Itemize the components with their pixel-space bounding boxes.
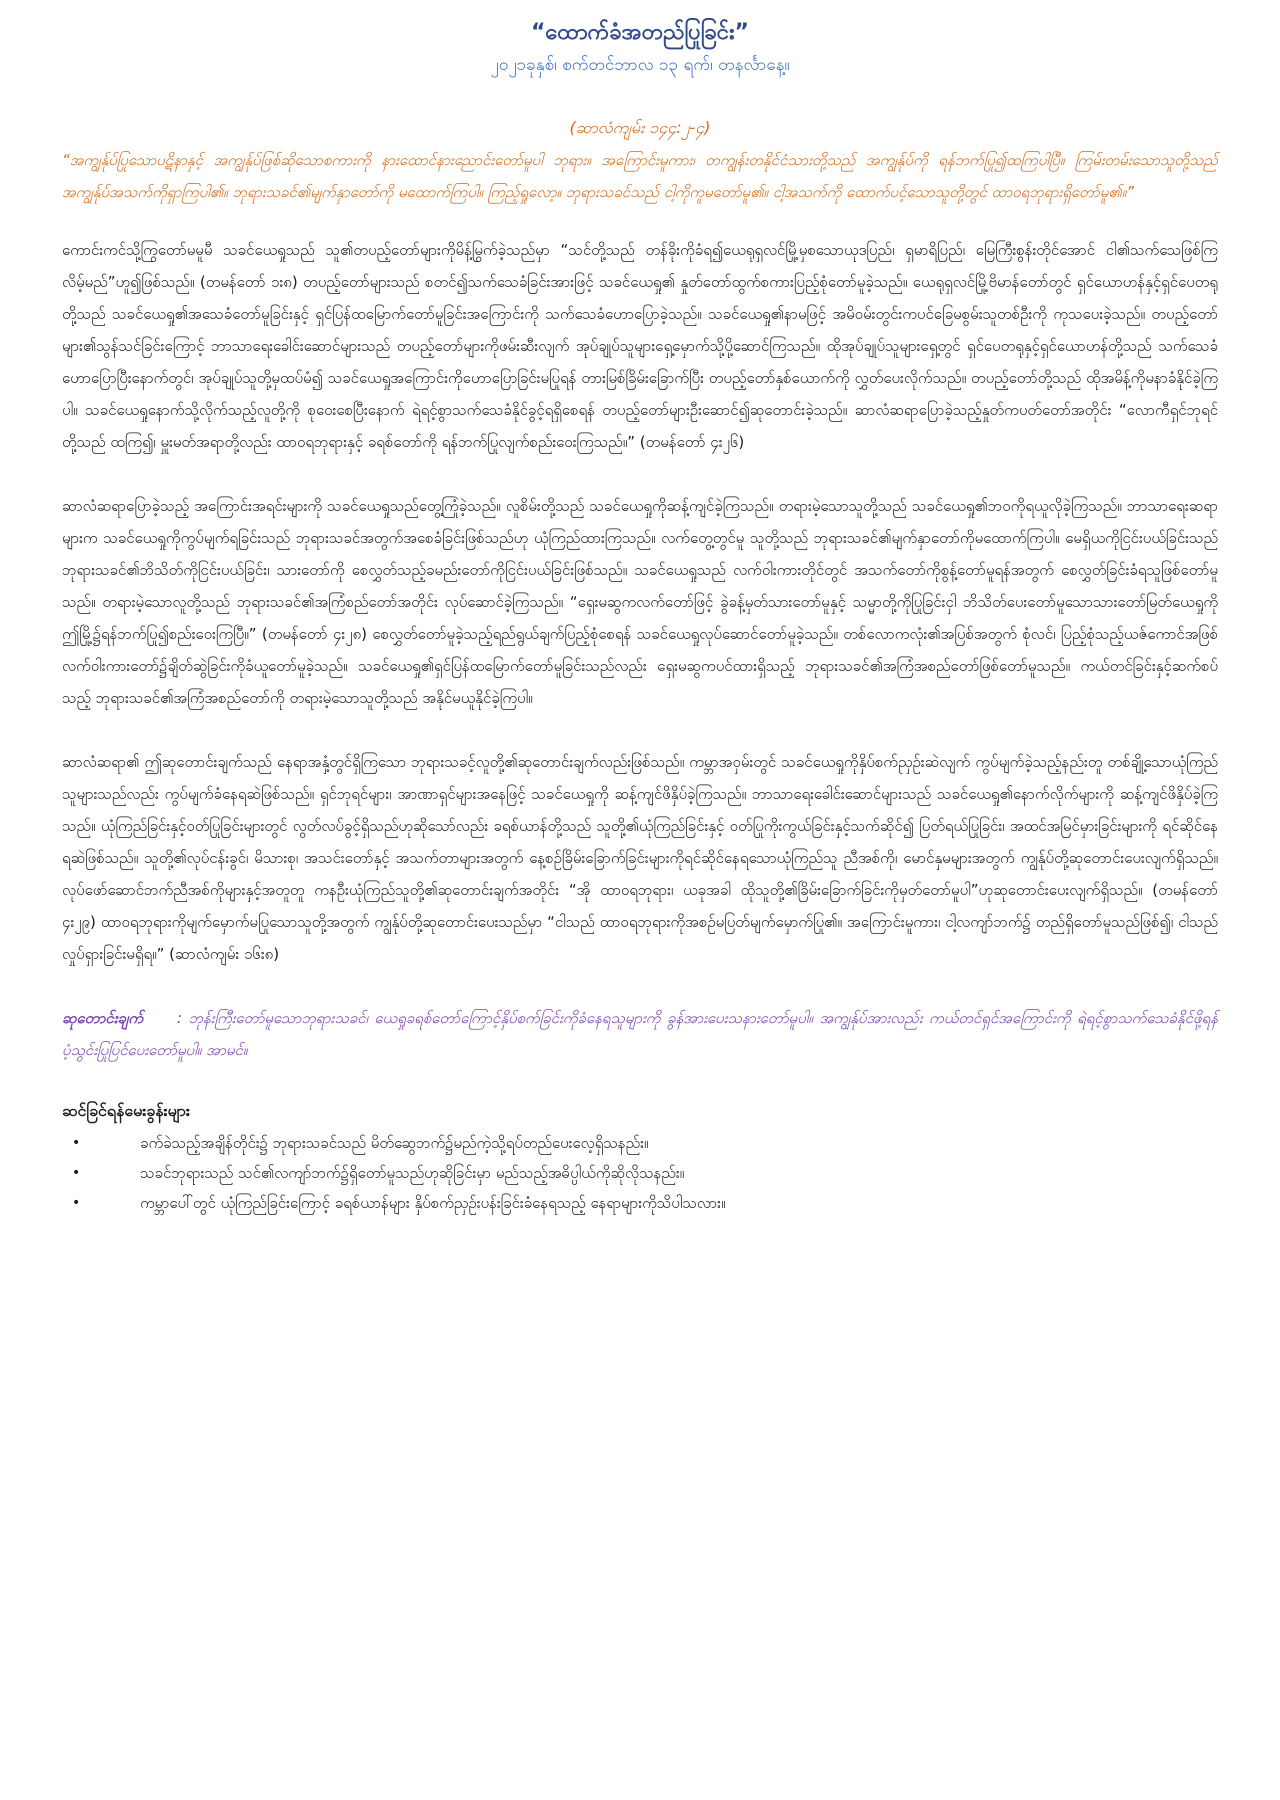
questions-heading: ဆင်ခြင်ရန်မေးခွန်းများ [62, 1101, 190, 1120]
scripture-quote: “အကျွန်ုပ်ပြုသောပဋိနာနှင့် အကျွန်ုပ်ဖြစ်ဆိုသောစကားကို နားထောင်နားညောင်းတော်မူပါ ဘုရား။ အကြောင်းမူကား၊ တကျွန်းတနိုင်ငံသားတို့သည် အကျွန်ုပ်ကို ရန်ဘက်ပြု၍ထကြပါပြီ။ ကြမ်းတမ်းသောသူတို့သည် အကျွန်ုပ်အသက်ကိုရှာကြပါ၏။ ဘုရားသခင်၏မျက်နှာတော်ကို မထောက်ကြပါ။ ကြည့်ရှုလော့။ ဘုရားသခင်သည် ငါ့ကိုကူမတော်မူ၏။ ငါ့အသက်ကို ထောက်ပင့်သောသူတို့တွင် ထာဝရဘုရားရှိတော်မူ၏။” [62, 151, 1218, 201]
question-text: သခင်ဘုရားသည် သင်၏လကျာ်ဘက်၌ရှိတော်မူသည်ဟုဆိုခြင်းမှာ မည်သည့်အဓိပ္ပါယ်ကိုဆိုလိုသနည်း။ [140, 1164, 685, 1182]
list-item [72, 1128, 1218, 1158]
prayer-block [62, 1002, 1218, 1066]
page-date: ၂၀၂၁ခုနှစ်၊ စက်တင်ဘာလ ၁၃ ရက်၊ တနင်္လာနေ့။ [490, 55, 790, 75]
list-item [72, 1158, 1218, 1188]
list-item [72, 1188, 1218, 1218]
body-paragraph-2: ဆာလံဆရာပြောခဲ့သည့် အကြောင်းအရင်းများကို သခင်ယေရှုသည်တွေ့ကြုံခဲ့သည်။ လူစိမ်းတို့သည် သခင်ယေရှုကိုဆန့်ကျင်ခဲ့ကြသည်။ တရားမဲ့သောသူတို့သည် သခင်ယေရှု၏ဘဝကိုရယူလိုခဲ့ကြသည်။ ဘာသာရေးဆရာများက သခင်ယေရှုကိုကွပ်မျက်ရခြင်းသည် ဘုရားသခင်အတွက်အစေခံခြင်းဖြစ်သည်ဟု ယုံကြည်ထားကြသည်။ လက်တွေ့တွင်မူ သူတို့သည် ဘုရားသခင်၏မျက်နှာတော်ကိုမထောက်ကြပါ။ မေရှိယကိုငြင်းပယ်ခြင်းသည် ဘုရားသခင်၏ဘိသိတ်ကိုငြင်းပယ်ခြင်း၊ သားတော်ကို စေလွှတ်သည့်ခမည်းတော်ကိုငြင်းပယ်ခြင်းဖြစ်သည်။ သခင်ယေရှုသည် လက်ဝါးကားတိုင်တွင် အသက်တော်ကိုစွန့်တော်မူရန်အတွက် စေလွှတ်ခြင်းခံရသူဖြစ်တော်မူသည်။ တရားမဲ့သောလူတို့သည် ဘုရားသခင်၏အကြံစည်တော်အတိုင်း လုပ်ဆောင်ခဲ့ကြသည်။ “ရှေးမဆွကလက်တော်ဖြင့် ခွဲခန့်မှတ်သားတော်မူနှင့် သမ္မာတို့ကိုပြုခြင်းငှါ ဘိသိတ်ပေးတော်မူသောသားတော်မြတ်ယေရှုကို ဤမြို့၌ရန်ဘက်ပြု၍စည်းဝေးကြပြီ။” (တမန်တော် ၄း၂၈) စေလွှတ်တော်မူခဲ့သည့်ရည်ရွယ်ချက်ပြည့်စုံစေရန် သခင်ယေရှုလုပ်ဆောင်တော်မူခဲ့သည်။ တစ်လောကလုံး၏အပြစ်အတွက် စုံလင်၊ ပြည့်စုံသည့်ယဇ်ကောင်အဖြစ် လက်ဝါးကားတော်၌ချိတ်ဆွဲခြင်းကိုခံယူတော်မူခဲ့သည်။ သခင်ယေရှု၏ရှင်ပြန်ထမြောက်တော်မူခြင်းသည်လည်း ရှေးမဆွကပင်ထားရှိသည့် ဘုရားသခင်၏အကြံအစည်တော်ဖြစ်တော်မူသည်။ ကယ်တင်ခြင်းနှင့်ဆက်စပ်သည့် ဘုရားသခင်၏အကြံအစည်တော်ကို တရားမဲ့သောသူတို့သည် အနိုင်မယူနိုင်ခဲ့ကြပါ။ [62, 497, 1218, 707]
page-title: “ထောက်ခံအတည်ပြုခြင်း” [530, 20, 750, 45]
body-paragraph-1: ကောင်းကင်သို့ကြွတော်မမူမီ သခင်ယေရှုသည် သူ၏တပည့်တော်များကိုမိန့်မြွက်ခဲ့သည်မှာ “သင်တို့သည် တန်ခိုးကိုခံရ၍ယေရုရှလင်မြို့မှစသောယုဒပြည်၊ ရှမာရိပြည်၊ မြေကြီးစွန်းတိုင်အောင် ငါ၏သက်သေဖြစ်ကြလိမ့်မည်”ဟူ၍ဖြစ်သည်။ (တမန်တော် ၁း၈) တပည့်တော်များသည် စတင်၍သက်သေခံခြင်းအားဖြင့် သခင်ယေရှု၏ နှုတ်တော်ထွက်စကားပြည့်စုံတော်မူခဲ့သည်။ ယေရုရှလင်မြို့ဗိမာန်တော်တွင် ရှင်ယောဟန်နှင့်ရှင်ပေတရုတို့သည် သခင်ယေရှု၏အသေခံတော်မူခြင်းနှင့် ရှင်ပြန်ထမြောက်တော်မူခြင်းအကြောင်းကို သက်သေခံဟောပြောခဲ့သည်။ သခင်ယေရှု၏နာမဖြင့် အမိဝမ်းတွင်းကပင်ခြေမစွမ်းသူတစ်ဦးကို ကုသပေးခဲ့သည်။ တပည့်တော်များ၏သွန်သင်ခြင်းကြောင့် ဘာသာရေးခေါင်းဆောင်များသည် တပည့်တော်များကိုဖမ်းဆီးလျက် အုပ်ချုပ်သူများရှေ့မှောက်သို့ပို့ဆောင်ကြသည်။ ထိုအုပ်ချုပ်သူများရှေ့တွင် ရှင်ပေတရုနှင့်ရှင်ယောဟန်တို့သည် သက်သေခံဟောပြောပြီးနောက်တွင်၊ အုပ်ချုပ်သူတို့မှထပ်မံ၍ သခင်ယေရှုအကြောင်းကိုဟောပြောခြင်းမပြုရန် တားမြစ်ခြိမ်းခြောက်ပြီး တပည့်တော်နှစ်ယောက်ကို လွှတ်ပေးလိုက်သည်။ တပည့်တော်တို့သည် ထိုအမိန့်ကိုမနာခံနိုင်ခဲ့ကြပါ။ သခင်ယေရှုနောက်သို့လိုက်သည့်လူတို့ကို စုဝေးစေပြီးနောက် ရဲရင့်စွာသက်သေခံနိုင်ခွင့်ရရှိစေရန် တပည့်တော်များဦးဆောင်၍ဆုတောင်းခဲ့သည်။ ဆာလံဆရာပြောခဲ့သည့်နှုတ်ကပတ်တော်အတိုင်း “လောကီရှင်ဘုရင်တို့သည် ထကြ၍၊ မှူးမတ်အရာတို့လည်း ထာဝရဘုရားနှင့် ခရစ်တော်ကို ရန်ဘက်ပြုလျက်စည်းဝေးကြသည်။” (တမန်တော် ၄း၂၆) [62, 241, 1218, 451]
questions-list [62, 1128, 1218, 1218]
bullet-icon: • [72, 1135, 81, 1151]
question-text: ကမ္ဘာပေါ်တွင် ယုံကြည်ခြင်းကြောင့် ခရစ်ယာန်များ နှိပ်စက်ညှဉ်းပန်းခြင်းခံနေရသည့် နေရာများကိုသိပါသလား။ [140, 1194, 726, 1212]
scripture-reference: (ဆာလံကျမ်း ၁၄၄:၂-၄) [569, 118, 711, 137]
bullet-icon: • [72, 1165, 81, 1181]
bullet-icon: • [72, 1195, 81, 1211]
body-paragraph-3: ဆာလံဆရာ၏ ဤဆုတောင်းချက်သည် နေရာအနှံ့တွင်ရှိကြသော ဘုရားသခင့်လူတို့၏ဆုတောင်းချက်လည်းဖြစ်သည်။ ကမ္ဘာအဝှမ်းတွင် သခင်ယေရှုကိုနှိပ်စက်ညှဉ်းဆဲလျက် ကွပ်မျက်ခဲ့သည့်နည်းတူ တစ်ချို့သောယုံကြည်သူများသည်လည်း ကွပ်မျက်ခံနေရဆဲဖြစ်သည်။ ရှင်ဘုရင်များ၊ အာဏာရှင်များအနေဖြင့် သခင်ယေရှုကို ဆန့်ကျင်ဖိနှိပ်ခဲ့ကြသည်။ ဘာသာရေးခေါင်းဆောင်များသည် သခင်ယေရှု၏နောက်လိုက်များကို ဆန့်ကျင်ဖိနှိပ်ခဲ့ကြသည်။ ယုံကြည်ခြင်းနှင့်ဝတ်ပြုခြင်းများတွင် လွတ်လပ်ခွင့်ရှိသည်ဟုဆိုသော်လည်း ခရစ်ယာန်တို့သည် သူတို့၏ယုံကြည်ခြင်းနှင့် ဝတ်ပြုကိုးကွယ်ခြင်းနှင့်သက်ဆိုင်၍ ပြတ်ရယ်ပြုခြင်း၊ အထင်အမြင်မှားခြင်းများကို ရင်ဆိုင်နေရဆဲဖြစ်သည်။ သူတို့၏လုပ်ငန်းခွင်၊ မိသားစု၊ အသင်းတော်နှင့် အသက်တာများအတွက် နေ့စဉ်ခြိမ်းခြောက်ခြင်းများကိုရင်ဆိုင်နေရသောယုံကြည်သူ ညီအစ်ကို၊ မောင်နှမများအတွက် ကျွန်ုပ်တို့ဆုတောင်းပေးလျက်ရှိသည်။ လုပ်ဖော်ဆောင်ဘက်ညီအစ်ကိုများနှင့်အတူတူ ကနဦးယုံကြည်သူတို့၏ဆုတောင်းချက်အတိုင်း “အို ထာဝရဘုရား၊ ယခုအခါ ထိုသူတို့၏ခြိမ်းခြောက်ခြင်းကိုမှတ်တော်မူပါ”ဟုဆုတောင်းပေးလျက်ရှိသည်။ (တမန်တော် ၄း၂၉) ထာဝရဘုရားကိုမျက်မှောက်မပြုသောသူတို့အတွက် ကျွန်ုပ်တို့ဆုတောင်းပေးသည်မှာ “ငါသည် ထာဝရဘုရားကိုအစဉ်မပြတ်မျက်မှောက်ပြု၏။ အကြောင်းမူကား၊ ငါ့လကျာ်ဘက်၌ တည်ရှိတော်မူသည်ဖြစ်၍၊ ငါသည်လှုပ်ရှားခြင်းမရှိရ။” (ဆာလံကျမ်း ၁၆း၈) [62, 753, 1218, 963]
question-text: ခက်ခဲသည့်အချိန်တိုင်း၌ ဘုရားသခင်သည် မိတ်ဆွေဘက်၌မည်ကဲ့သို့ရပ်တည်ပေးလေ့ရှိသနည်း။ [140, 1134, 649, 1152]
prayer-text: : ဘုန်းကြီးတော်မူသောဘုရားသခင်၊ ယေရှုခရစ်တော်ကြောင့်နှိပ်စက်ခြင်းကိုခံနေရသူများကို ခွန်အားပေးသနားတော်မူပါ။ အကျွန်ုပ်အားလည်း ကယ်တင်ရှင်အကြောင်းကို ရဲရင့်စွာသက်သေခံနိုင်ဖို့ရန် ပံ့သွင်းပြုပြင်ပေးတော်မူပါ။ အာမင်။ [62, 1009, 1218, 1059]
prayer-label: ဆုတောင်းချက် [62, 1009, 144, 1027]
